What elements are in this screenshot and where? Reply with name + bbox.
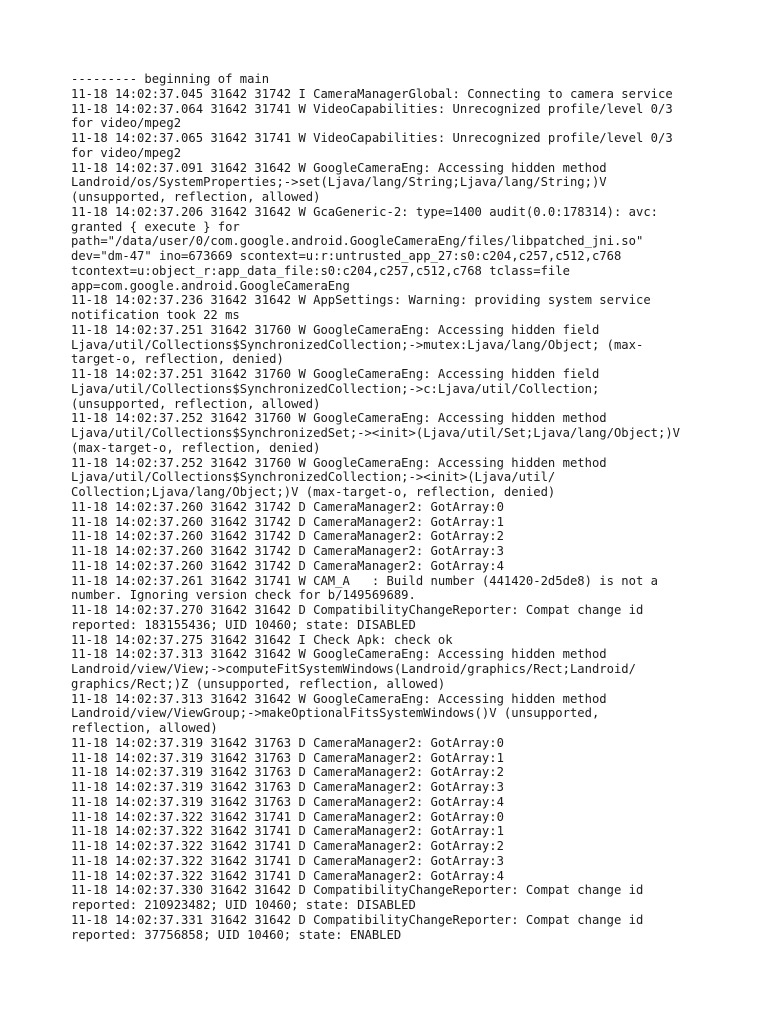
log-line: 11-18 14:02:37.261 31642 31741 W CAM_A : Build number (441420-2d5de8) is not a — [71, 573, 658, 588]
log-line: Ljava/util/Collections$SynchronizedCollection;->mutex:Ljava/lang/Object; (max- — [71, 337, 644, 352]
log-line: (unsupported, reflection, allowed) — [71, 190, 321, 204]
log-line: 11-18 14:02:37.322 31642 31741 D CameraManager2: GotArray:1 — [71, 824, 504, 839]
log-line: 11-18 14:02:37.330 31642 31642 D CompatibilityChangeReporter: Compat change id — [71, 883, 644, 898]
log-line: 11-18 14:02:37.322 31642 31741 D CameraManager2: GotArray:2 — [71, 839, 504, 853]
log-line: 11-18 14:02:37.319 31642 31763 D CameraManager2: GotArray:1 — [71, 750, 504, 765]
log-line: 11-18 14:02:37.260 31642 31742 D CameraManager2: GotArray:2 — [71, 529, 504, 544]
log-line: 11-18 14:02:37.091 31642 31642 W GoogleCameraEng: Accessing hidden method — [71, 160, 607, 175]
log-line: notification took 22 ms — [71, 308, 240, 322]
log-line: tcontext=u:object_r:app_data_file:s0:c204,c257,c512,c768 tclass=file — [71, 263, 570, 278]
log-line: path="/data/user/0/com.google.android.GoogleCameraEng/files/libpatched_jni.so" — [71, 234, 644, 249]
log-line: Collection;Ljava/lang/Object;)V (max-target-o, reflection, denied) — [71, 485, 556, 499]
log-line: graphics/Rect;)Z (unsupported, reflection, allowed) — [71, 676, 446, 691]
log-line: 11-18 14:02:37.319 31642 31763 D CameraManager2: GotArray:2 — [71, 765, 504, 780]
log-line: --------- beginning of main — [71, 72, 270, 86]
log-line: 11-18 14:02:37.260 31642 31742 D CameraManager2: GotArray:0 — [71, 499, 504, 514]
log-line: app=com.google.android.GoogleCameraEng — [71, 278, 350, 293]
log-line: reflection, allowed) — [71, 721, 218, 735]
log-line: Landroid/os/SystemProperties;->set(Ljava/lang/String;Ljava/lang/String;)V — [71, 175, 607, 190]
log-line: 11-18 14:02:37.236 31642 31642 W AppSettings: Warning: providing system service — [71, 293, 651, 308]
log-line: 11-18 14:02:37.322 31642 31741 D CameraManager2: GotArray:0 — [71, 809, 504, 824]
log-line: dev="dm-47" ino=673669 scontext=u:r:untrusted_app_27:s0:c204,c257,c512,c768 — [71, 249, 622, 263]
log-line: Ljava/util/Collections$SynchronizedSet;-><init>(Ljava/util/Set;Ljava/lang/Object;)V — [71, 426, 681, 440]
log-line: 11-18 14:02:37.322 31642 31741 D CameraManager2: GotArray:3 — [71, 853, 504, 868]
log-line: 11-18 14:02:37.270 31642 31642 D CompatibilityChangeReporter: Compat change id — [71, 603, 644, 617]
log-line: 11-18 14:02:37.252 31642 31760 W GoogleCameraEng: Accessing hidden method — [71, 455, 607, 470]
log-line: Ljava/util/Collections$SynchronizedCollection;->c:Ljava/util/Collection; — [71, 381, 600, 396]
log-line: 11-18 14:02:37.251 31642 31760 W GoogleCameraEng: Accessing hidden field — [71, 367, 600, 381]
log-text — [71, 72, 711, 942]
log-line: 11-18 14:02:37.260 31642 31742 D CameraManager2: GotArray:3 — [71, 544, 504, 558]
log-line: Landroid/view/ViewGroup;->makeOptionalFitsSystemWindows()V (unsupported, — [71, 706, 600, 721]
log-page — [71, 72, 711, 942]
log-line: for video/mpeg2 — [71, 145, 182, 160]
log-line: reported: 37756858; UID 10460; state: ENABLED — [71, 927, 402, 942]
log-line: 11-18 14:02:37.319 31642 31763 D CameraManager2: GotArray:4 — [71, 794, 504, 809]
log-line: (max-target-o, reflection, denied) — [71, 440, 321, 455]
log-line: 11-18 14:02:37.313 31642 31642 W GoogleCameraEng: Accessing hidden method — [71, 691, 607, 706]
log-line: reported: 210923482; UID 10460; state: DISABLED — [71, 898, 416, 912]
log-line: number. Ignoring version check for b/149569689. — [71, 588, 416, 603]
log-line: for video/mpeg2 — [71, 116, 182, 131]
log-line: 11-18 14:02:37.313 31642 31642 W GoogleCameraEng: Accessing hidden method — [71, 647, 607, 662]
log-line: reported: 183155436; UID 10460; state: DISABLED — [71, 617, 416, 632]
log-line: 11-18 14:02:37.322 31642 31741 D CameraManager2: GotArray:4 — [71, 868, 504, 883]
log-line: granted { execute } for — [71, 219, 240, 234]
log-line: 11-18 14:02:37.260 31642 31742 D CameraManager2: GotArray:1 — [71, 514, 504, 529]
log-line: 11-18 14:02:37.206 31642 31642 W GcaGeneric-2: type=1400 audit(0.0:178314): avc: — [71, 204, 658, 219]
log-line: 11-18 14:02:37.319 31642 31763 D CameraManager2: GotArray:0 — [71, 735, 504, 750]
log-line: 11-18 14:02:37.045 31642 31742 I CameraManagerGlobal: Connecting to camera service — [71, 86, 673, 101]
log-line: target-o, reflection, denied) — [71, 352, 284, 367]
log-line: Landroid/view/View;->computeFitSystemWindows(Landroid/graphics/Rect;Landroid/ — [71, 662, 636, 676]
log-line: 11-18 14:02:37.275 31642 31642 I Check Apk: check ok — [71, 632, 453, 647]
log-line: 11-18 14:02:37.251 31642 31760 W GoogleCameraEng: Accessing hidden field — [71, 322, 600, 337]
log-line: (unsupported, reflection, allowed) — [71, 396, 321, 411]
log-line: 11-18 14:02:37.252 31642 31760 W GoogleCameraEng: Accessing hidden method — [71, 411, 607, 426]
log-line: Ljava/util/Collections$SynchronizedCollection;-><init>(Ljava/util/ — [71, 470, 556, 485]
log-line: 11-18 14:02:37.064 31642 31741 W VideoCapabilities: Unrecognized profile/level 0/3 — [71, 101, 673, 116]
log-line: 11-18 14:02:37.065 31642 31741 W VideoCapabilities: Unrecognized profile/level 0/3 — [71, 131, 673, 145]
log-line: 11-18 14:02:37.331 31642 31642 D CompatibilityChangeReporter: Compat change id — [71, 912, 644, 927]
log-line: 11-18 14:02:37.260 31642 31742 D CameraManager2: GotArray:4 — [71, 558, 504, 573]
log-line: 11-18 14:02:37.319 31642 31763 D CameraManager2: GotArray:3 — [71, 780, 504, 794]
